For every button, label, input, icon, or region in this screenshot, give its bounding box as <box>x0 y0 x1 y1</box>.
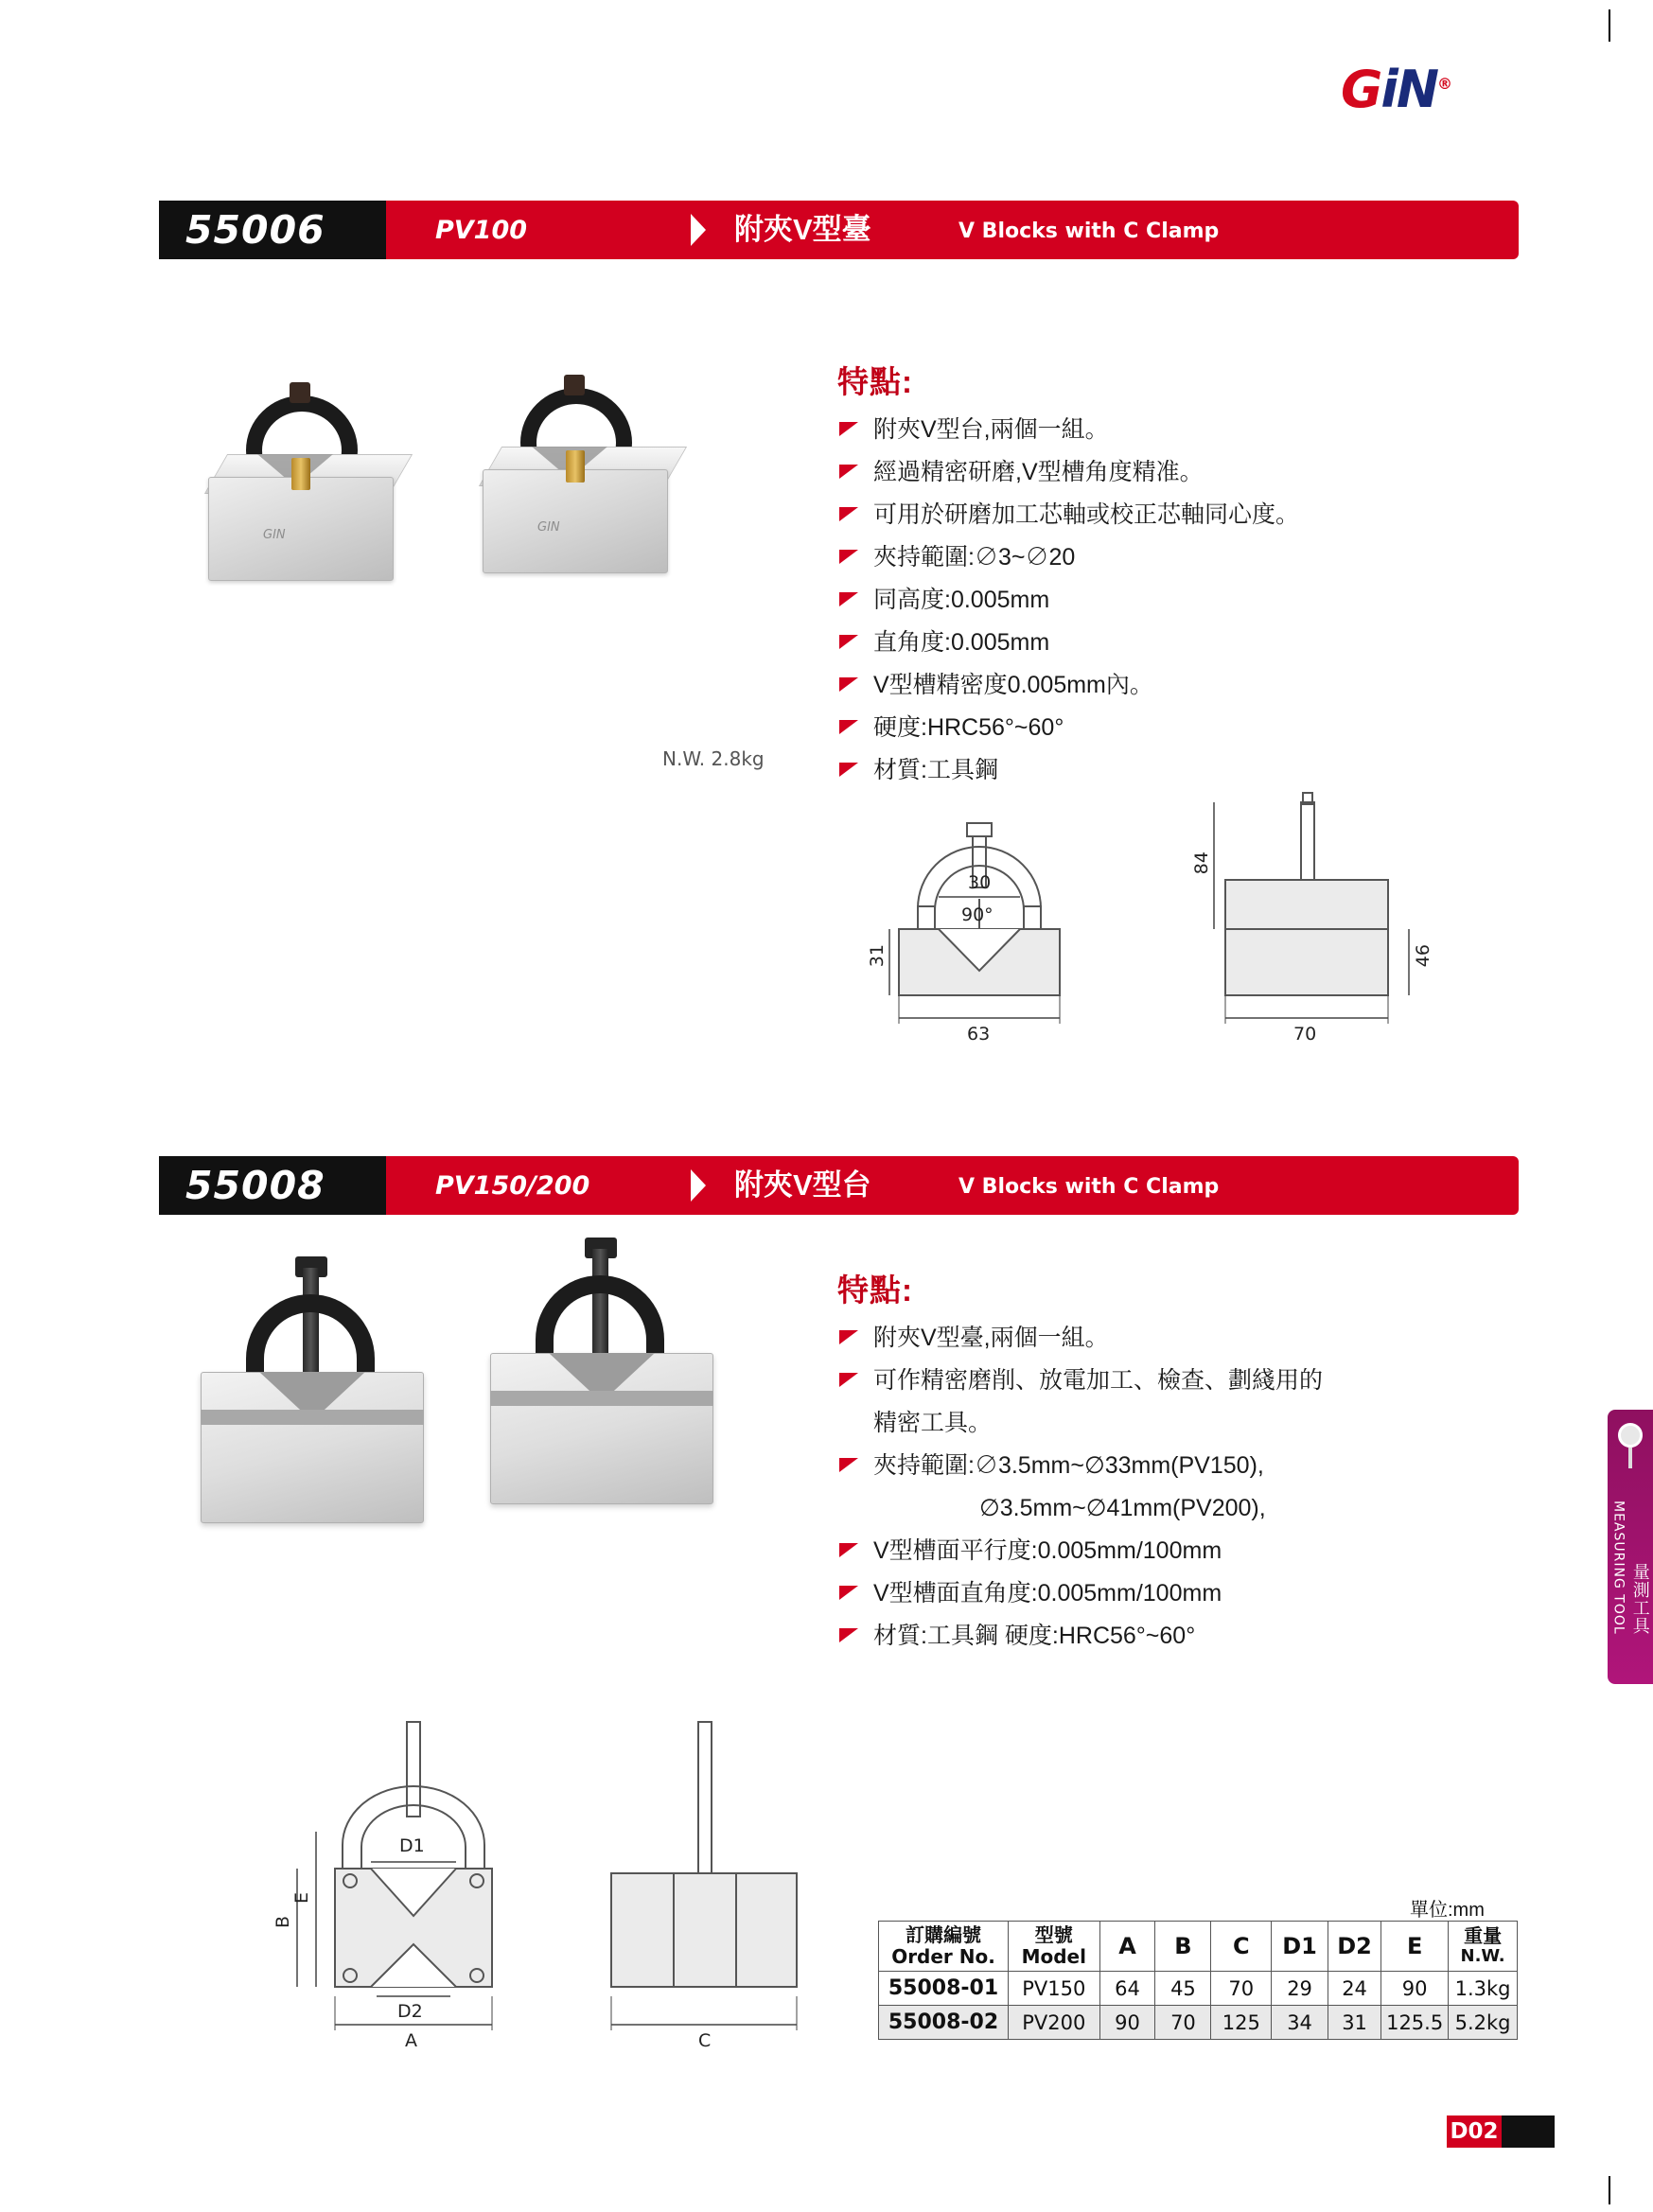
bullet-icon <box>839 677 858 692</box>
side-tab-label-en: MEASURING TOOL <box>1610 1501 1627 1635</box>
dim-label-c: C <box>698 2030 712 2051</box>
bullet-icon <box>839 422 858 436</box>
dim-total-height-84: 84 <box>1191 851 1212 875</box>
feature-text: 經過精密研磨,V型槽角度精准。 <box>873 459 1204 485</box>
cell-c: 70 <box>1211 1972 1272 2006</box>
title-cn-55008: 附夾V型台 <box>734 1168 871 1202</box>
features-list-55006 <box>837 409 1299 792</box>
dim-label-e: E <box>291 1892 312 1905</box>
feature-text: 附夾V型台,兩個一組。 <box>873 416 1109 443</box>
cell-weight: 1.3kg <box>1449 1972 1518 2006</box>
feature-text: V型槽精密度0.005mm內。 <box>873 672 1153 698</box>
features-heading-55008: 特點: <box>837 1273 913 1308</box>
feature-item <box>837 707 1299 749</box>
feature-item <box>837 1572 1323 1615</box>
section-header-55008 <box>159 1156 1519 1215</box>
th-weight-en: N.W. <box>1460 1946 1505 1967</box>
brass-screw <box>566 450 585 483</box>
feature-text: 附夾V型臺,兩個一組。 <box>873 1325 1109 1351</box>
side-tab-labels <box>1608 1501 1653 1640</box>
feature-text: 材質:工具鋼 <box>873 757 998 783</box>
feature-item <box>837 664 1299 707</box>
brass-screw <box>291 458 310 490</box>
page-number-badge <box>1447 2115 1555 2148</box>
th-b: B <box>1155 1922 1211 1972</box>
cell-d1: 29 <box>1272 1972 1328 2006</box>
dim-label-d2: D2 <box>397 2001 423 2022</box>
cell-c: 125 <box>1211 2006 1272 2040</box>
feature-text: 可用於研磨加工芯軸或校正芯軸同心度。 <box>873 501 1300 528</box>
th-c: C <box>1211 1922 1272 1972</box>
order-no-55008: 55008 <box>185 1163 325 1208</box>
section-header-red <box>386 201 1519 259</box>
cell-b: 45 <box>1155 1972 1211 2006</box>
photo-weight-label-55006: N.W. 2.8kg <box>662 747 765 770</box>
spec-table <box>878 1921 1518 2040</box>
dim-label-d1: D1 <box>399 1835 425 1856</box>
feature-item <box>837 536 1299 579</box>
cell-e: 90 <box>1381 1972 1449 2006</box>
clamp-screw-head <box>290 382 310 403</box>
logo-g: G <box>1341 60 1381 119</box>
vblock-brand-mark: GIN <box>263 528 286 542</box>
feature-text: 直角度:0.005mm <box>873 629 1050 656</box>
logo-registered: ® <box>1437 75 1451 93</box>
dim-height-31: 31 <box>867 944 888 968</box>
dim-bore-30: 30 <box>968 872 992 893</box>
cell-d2: 31 <box>1328 2006 1380 2040</box>
drawing-side-svg <box>1197 785 1471 1060</box>
feature-text: 可作精密磨削、放電加工、檢查、劃綫用的 <box>873 1367 1324 1394</box>
dim-body-height-46: 46 <box>1413 944 1433 968</box>
dim-width-70: 70 <box>1293 1024 1317 1045</box>
table-unit-note: 單位:mm <box>1410 1900 1485 1921</box>
cell-a: 90 <box>1099 2006 1155 2040</box>
title-en-55006: V Blocks with C Clamp <box>958 219 1220 243</box>
bullet-icon <box>839 592 858 606</box>
dim-angle-90: 90° <box>961 904 994 925</box>
features-heading-55006: 特點: <box>837 364 913 399</box>
drawing-front-55008 <box>255 1712 596 2091</box>
th-model-cn: 型號 <box>1034 1923 1073 1946</box>
th-order-no-en: Order No. <box>891 1945 995 1968</box>
bullet-icon <box>839 720 858 734</box>
crop-mark-top <box>1609 9 1610 42</box>
side-tab-measuring-tool[interactable] <box>1608 1410 1653 1684</box>
cell-b: 70 <box>1155 2006 1211 2040</box>
th-model <box>1009 1922 1100 1972</box>
bullet-icon <box>839 1373 858 1387</box>
title-en-55008: V Blocks with C Clamp <box>958 1175 1220 1199</box>
feature-item <box>837 494 1299 536</box>
logo-in: iN <box>1380 60 1438 119</box>
th-a: A <box>1099 1922 1155 1972</box>
crop-mark-bottom <box>1609 2176 1610 2204</box>
section-header-55006 <box>159 201 1519 259</box>
feature-text: 同高度:0.005mm <box>873 587 1050 613</box>
cell-d2: 24 <box>1328 1972 1380 2006</box>
feature-item <box>837 1317 1323 1360</box>
title-cn-55006: 附夾V型臺 <box>734 213 871 246</box>
cell-model: PV200 <box>1009 2006 1100 2040</box>
feature-item <box>837 451 1299 494</box>
cell-e: 125.5 <box>1381 2006 1449 2040</box>
feature-text: 硬度:HRC56°~60° <box>873 714 1064 741</box>
feature-item <box>837 1445 1323 1487</box>
feature-text: 夾持範圍:∅3.5mm~∅33mm(PV150), <box>873 1452 1264 1479</box>
feature-text: V型槽面直角度:0.005mm/100mm <box>873 1580 1222 1606</box>
dim-width-63: 63 <box>967 1024 991 1045</box>
table-row <box>879 1972 1518 2006</box>
vblock-body <box>483 469 668 573</box>
drawing-side-55006 <box>1191 785 1471 1060</box>
feature-item <box>837 1615 1323 1658</box>
vblock-brand-mark: GIN <box>537 520 560 535</box>
cell-order-no: 55008-01 <box>879 1972 1009 2006</box>
bullet-icon <box>839 1330 858 1344</box>
chevron-separator-icon <box>691 1169 706 1202</box>
th-d2: D2 <box>1328 1922 1380 1972</box>
clamp-screw-head <box>564 375 585 395</box>
feature-text: ∅3.5mm~∅41mm(PV200), <box>979 1495 1266 1521</box>
bullet-icon <box>839 635 858 649</box>
dial-gauge-stem-icon <box>1628 1448 1632 1468</box>
feature-item <box>837 622 1299 664</box>
feature-item-continued <box>837 1402 1323 1445</box>
product-photo-55006 <box>208 378 795 719</box>
bullet-icon <box>839 1458 858 1472</box>
page-number: D02 <box>1447 2115 1502 2148</box>
chevron-separator-icon <box>691 214 706 246</box>
th-model-en: Model <box>1021 1945 1086 1968</box>
cell-order-no: 55008-02 <box>879 2006 1009 2040</box>
model-label-55006: PV100 <box>435 216 528 245</box>
cell-weight: 5.2kg <box>1449 2006 1518 2040</box>
drawing-side-55008 <box>568 1712 880 2091</box>
feature-item <box>837 579 1299 622</box>
feature-text: 材質:工具鋼 硬度:HRC56°~60° <box>873 1623 1196 1649</box>
dim-label-a: A <box>405 2030 417 2051</box>
feature-text: 夾持範圍:∅3~∅20 <box>873 544 1076 571</box>
feature-item <box>837 1360 1323 1402</box>
order-no-55006: 55006 <box>185 207 325 253</box>
th-weight-cn: 重量 <box>1464 1924 1503 1948</box>
product-photo-55008 <box>189 1239 814 1656</box>
th-order-no <box>879 1922 1009 1972</box>
bullet-icon <box>839 465 858 479</box>
th-e: E <box>1381 1922 1449 1972</box>
feature-item <box>837 1530 1323 1572</box>
bullet-icon <box>839 1586 858 1600</box>
side-slot <box>201 1410 424 1425</box>
bullet-icon <box>839 550 858 564</box>
side-slot <box>490 1391 713 1406</box>
side-tab-label-cn: 量測工具 <box>1630 1562 1650 1635</box>
th-weight <box>1449 1922 1518 1972</box>
logo-wordmark <box>1341 55 1554 119</box>
vblock-body <box>208 477 394 581</box>
table-row <box>879 2006 1518 2040</box>
table-header-row <box>879 1922 1518 1972</box>
th-d1: D1 <box>1272 1922 1328 1972</box>
bullet-icon <box>839 1543 858 1557</box>
drawing-front-55006 <box>867 785 1135 1060</box>
cell-model: PV150 <box>1009 1972 1100 2006</box>
dial-gauge-icon <box>1618 1423 1643 1448</box>
bullet-icon <box>839 1628 858 1642</box>
bullet-icon <box>839 507 858 521</box>
features-list-55008 <box>837 1317 1323 1658</box>
drawing-front-svg <box>880 785 1135 1060</box>
brand-logo <box>1341 55 1554 119</box>
bullet-icon <box>839 763 858 777</box>
feature-text: 精密工具。 <box>873 1410 993 1436</box>
cell-d1: 34 <box>1272 2006 1328 2040</box>
drawing-side-55008-svg <box>568 1712 880 2091</box>
feature-item-continued <box>837 1487 1323 1530</box>
dim-label-b: B <box>273 1916 293 1929</box>
th-order-no-cn: 訂購編號 <box>906 1923 982 1946</box>
feature-item <box>837 409 1299 451</box>
cell-a: 64 <box>1099 1972 1155 2006</box>
feature-text: V型槽面平行度:0.005mm/100mm <box>873 1537 1222 1564</box>
model-label-55008: PV150/200 <box>435 1171 590 1201</box>
